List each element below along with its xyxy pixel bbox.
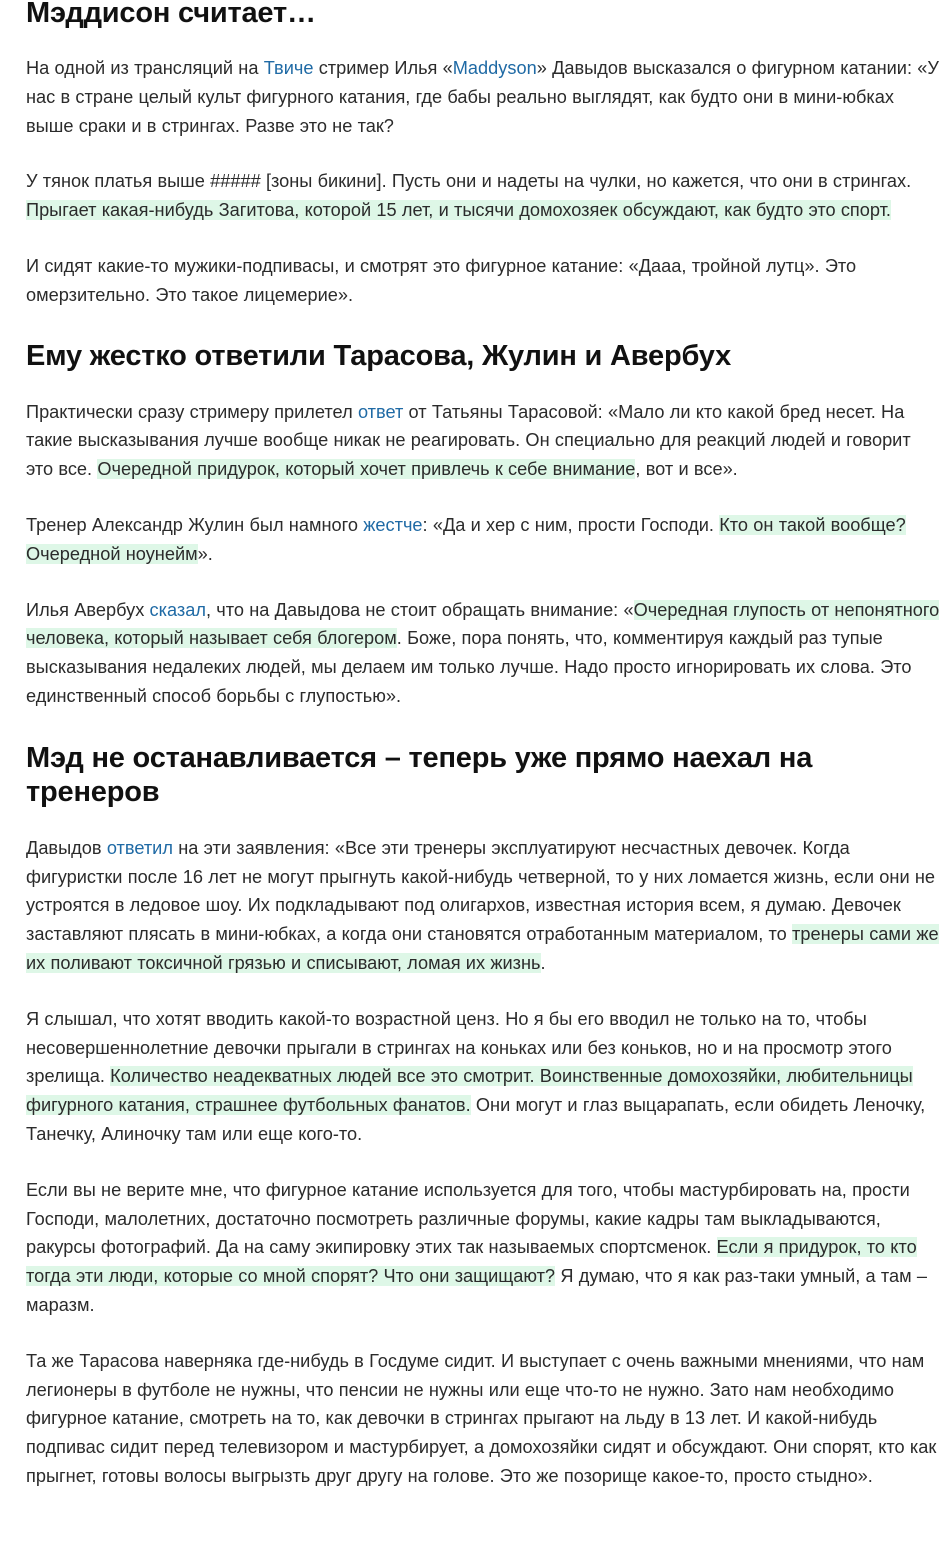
paragraph	[26, 1347, 940, 1491]
paragraph-text: Если вы не верите мне, что фигурное катание используется для того, чтобы мастурбировать на, прости Господи, малолетних, достаточно посмотреть различные форумы, какие кадры там выкладываются, ракурсы фотографий. Да на саму экипировку этих так называемых спортсменок.	[26, 1179, 910, 1258]
section-heading-maddyson-opinion: Мэддисон считает…	[26, 0, 316, 29]
paragraph-text: И сидят какие-то мужики-подпивасы, и смотрят это фигурное катание: «Дааа, тройной лутц». Это омерзительно. Это такое лицемерие».	[26, 255, 857, 305]
highlighted-quote: Кто он такой вообще? Очередной ноунейм	[26, 514, 906, 564]
paragraph-text: на эти заявления: «Все эти тренеры эксплуатируют несчастных девочек. Когда фигуристки после 16 лет не могут прыгнуть какой-нибудь четверной, то у них ломается жизнь, если они не устроятся в ледовое шоу. Их подкладывают под олигархов, известная история всем, я думаю. Девочек заставляют плясать в мини-юбках, а когда они становятся отработанным материалом, то	[26, 837, 936, 945]
paragraph-text: . Боже, пора понять, что, комментируя каждый раз тупые высказывания недалеких людей, мы делаем им только лучше. Надо просто игнорировать их слова. Это единственный способ борьбы с глупостью».	[26, 628, 912, 706]
paragraph-text: » Давыдов высказался о фигурном катании: «У нас в стране целый культ фигурного катания, где бабы реально выглядят, как будто они в мини-юбках выше сраки и в стрингах. Разве это не так?	[26, 58, 939, 136]
link-twitch[interactable]: Твиче	[263, 58, 314, 78]
highlighted-quote: Если я придурок, то кто тогда эти люди, которые со мной спорят? Что они защищают?	[26, 1237, 917, 1287]
paragraph	[26, 167, 940, 225]
paragraph-text: Та же Тарасова наверняка где-нибудь в Госдуме сидит. И выступает с очень важными мнениями, что нам легионеры в футболе не нужны, что пенсии не нужны или еще что-то не нужно. Зато нам необходимо фигурное катание, смотреть на то, как девочки в стрингах прыгают на льду в 13 лет. И какой-нибудь подпивас сидит перед телевизором и мастурбирует, а домохозяйки сидят и обсуждают. Они спорят, кто как прыгнет, готовы волосы выгрызть друг другу на голове. Это же позорище какое-то, просто стыдно».	[26, 1350, 937, 1486]
section-heading-responses: Ему жестко ответили Тарасова, Жулин и Авербух	[26, 339, 732, 372]
highlighted-quote: Очередной придурок, который хочет привлечь к себе внимание	[97, 459, 636, 480]
paragraph	[26, 1005, 940, 1149]
paragraph-text: , что на Давыдова не стоит обращать внимание: «	[205, 599, 634, 620]
paragraph	[26, 596, 940, 711]
highlighted-quote: тренеры сами же их поливают токсичной грязью и списывают, ломая их жизнь	[26, 924, 939, 973]
paragraph	[26, 252, 940, 310]
section-heading-mad-continues: Мэд не останавливается – теперь уже прямо наехал на тренеров	[26, 741, 813, 808]
paragraph	[26, 54, 940, 140]
paragraph-text: ».	[197, 543, 213, 564]
paragraph-text: Я слышал, что хотят вводить какой-то возрастной ценз. Но я бы его вводил не только на то, чтобы несовершеннолетние девочки прыгали в стрингах на коньках или без коньков, но и на просмотр этого зрелища.	[26, 1008, 892, 1087]
paragraph-text: Давыдов	[26, 837, 107, 858]
paragraph-text: .	[540, 952, 546, 973]
paragraph-text: : «Да и хер с ним, прости Господи.	[422, 514, 720, 535]
paragraph	[26, 1176, 940, 1320]
link-davydov-answered[interactable]: ответил	[106, 837, 173, 858]
article-body	[26, 0, 940, 1491]
link-maddyson[interactable]: Maddyson	[452, 58, 537, 78]
link-zhulin-harsher[interactable]: жестче	[363, 514, 423, 535]
paragraph-text: Я думаю, что я как раз-таки умный, а там – маразм.	[26, 1266, 928, 1315]
paragraph	[26, 398, 940, 484]
paragraph-text: , вот и все».	[635, 459, 738, 480]
highlighted-quote: Очередная глупость от непонятного человека, который называет себя блогером	[26, 599, 940, 649]
paragraph-text: На одной из трансляций на	[26, 58, 264, 78]
highlighted-quote: Количество неадекватных людей все это смотрит. Воинственные домохозяйки, любительницы фигурного катания, страшнее футбольных фанатов.	[26, 1066, 913, 1116]
highlighted-quote: Прыгает какая-нибудь Загитова, которой 15 лет, и тысячи домохозяек обсуждают, как будто это спорт.	[26, 200, 891, 221]
paragraph-text: стример Илья «	[313, 58, 453, 78]
paragraph-text: Тренер Александр Жулин был намного	[26, 514, 364, 535]
paragraph-text: Практически сразу стримеру прилетел	[26, 401, 358, 422]
paragraph-text: от Татьяны Тарасовой: «Мало ли кто какой бред несет. На такие высказывания лучше вообще никак не реагировать. Он специально для реакций людей и говорит это все.	[26, 401, 911, 480]
paragraph	[26, 834, 940, 978]
paragraph	[26, 511, 940, 569]
link-tarasova-answer[interactable]: ответ	[357, 401, 404, 422]
paragraph-text: У тянок платья выше ##### [зоны бикини]. Пусть они и надеты на чулки, но кажется, что они в стрингах.	[26, 171, 912, 192]
paragraph-text: Они могут и глаз выцарапать, если обидеть Леночку, Танечку, Алиночку там или еще кого-то.	[26, 1095, 926, 1144]
paragraph-text: Илья Авербух	[26, 599, 150, 620]
link-averbukh-said[interactable]: сказал	[149, 599, 206, 620]
